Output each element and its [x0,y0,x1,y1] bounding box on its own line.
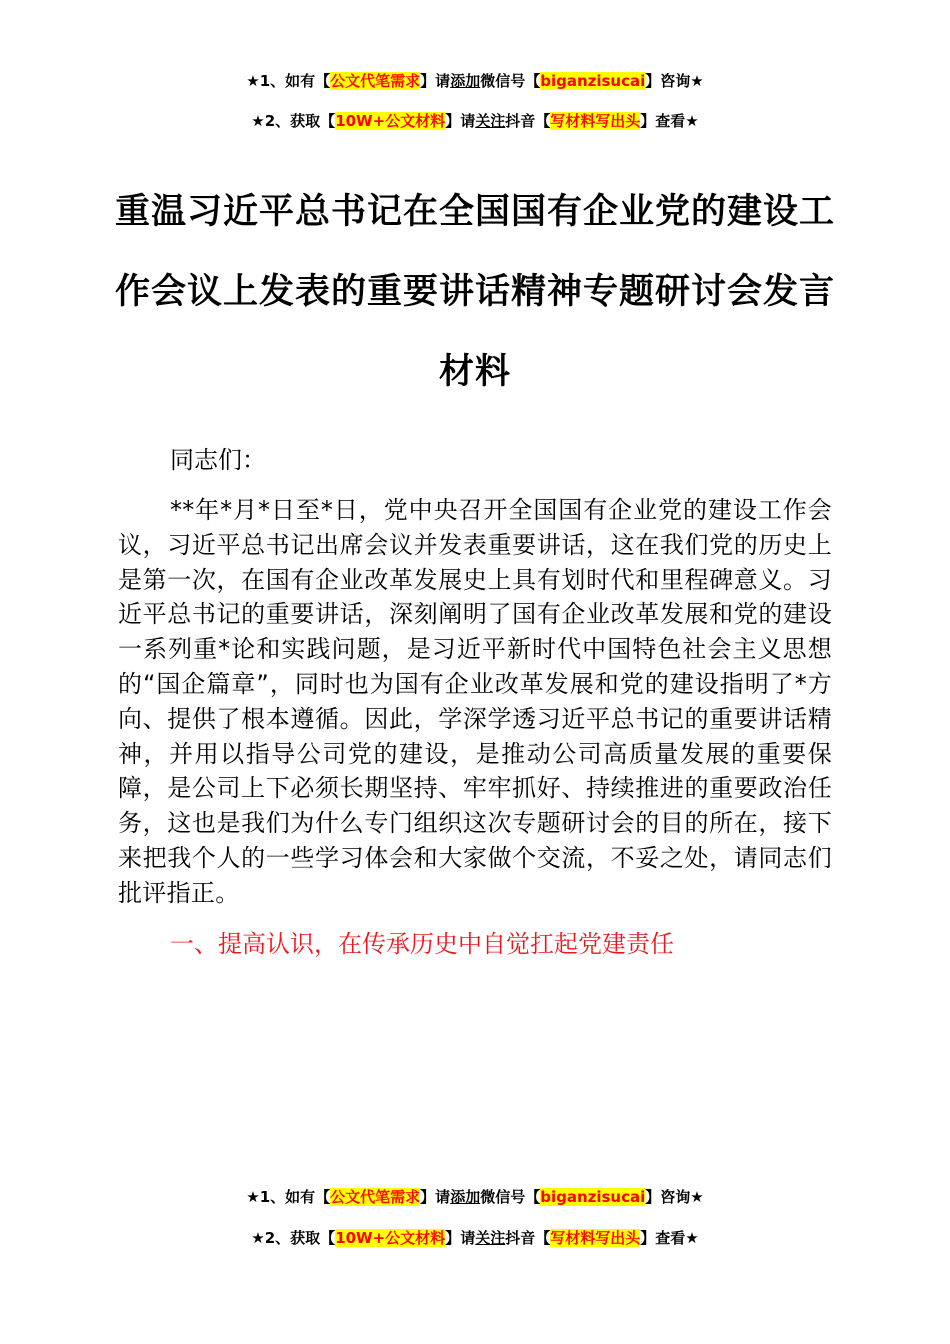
bottom-banner-line-1 [0,1186,950,1208]
banner-text: 】请 [445,1229,476,1247]
banner-text: 】请 [445,112,476,130]
banner-text: 】请 [420,72,451,90]
banner-text: ★1、如有【 [246,1188,331,1206]
banner-text: 】查看★ [640,112,699,130]
wechat-id-highlight: biganzisucai [540,72,646,90]
banner-text: ★2、获取【 [251,112,336,130]
bottom-banner-line-2 [0,1227,950,1249]
banner-highlight: 公文代笔需求 [330,1188,421,1206]
banner-text: 】咨询★ [645,1188,704,1206]
banner-text: 抖音【 [505,1229,551,1247]
wechat-id-highlight: biganzisucai [540,1188,646,1206]
section-heading: 一、提高认识，在传承历史中自觉扛起党建责任 [170,930,674,958]
top-banner-line-2 [0,110,950,132]
banner-text: 微信号【 [480,1188,541,1206]
banner-underline: 添加 [450,1188,481,1206]
banner-text: ★2、获取【 [251,1229,336,1247]
banner-text: 抖音【 [505,112,551,130]
document-title: 重温习近平总书记在全国国有企业党的建设工作会议上发表的重要讲话精神专题研讨会发言材料 [114,192,835,392]
banner-text: 】咨询★ [645,72,704,90]
body-paragraph: **年*月*日至*日，党中央召开全国国有企业党的建设工作会议，习近平总书记出席会议并发表重要讲话，这在我们党的历史上是第一次，在国有企业改革发展史上具有划时代和里程碑意义。习近平总书记的重要讲话，深刻阐明了国有企业改革发展和党的建设一系列重*论和实践问题，是习近平新时代中国特色社会主义思想的“国企篇章”，同时也为国有企业改革发展和党的建设指明了*方向、提供了根本遵循。因此，学深学透习近平总书记的重要讲话精神，并用以指导公司党的建设，是推动公司高质量发展的重要保障，是公司上下必须长期坚持、牢牢抓好、持续推进的重要政治任务，这也是我们为什么专门组织这次专题研讨会的目的所在，接下来把我个人的一些学习体会和大家做个交流，不妥之处，请同志们批评指正。 [118,496,832,907]
banner-highlight: 10W+公文材料 [335,112,446,130]
greeting: 同志们： [170,446,266,474]
douyin-id-highlight: 写材料写出头 [550,1229,641,1247]
banner-text: 】请 [420,1188,451,1206]
banner-highlight: 公文代笔需求 [330,72,421,90]
banner-text: 微信号【 [480,72,541,90]
top-banner-line-1 [0,70,950,92]
banner-underline: 关注 [475,1229,506,1247]
banner-highlight: 10W+公文材料 [335,1229,446,1247]
banner-underline: 添加 [450,72,481,90]
banner-text: 】查看★ [640,1229,699,1247]
banner-text: ★1、如有【 [246,72,331,90]
douyin-id-highlight: 写材料写出头 [550,112,641,130]
banner-underline: 关注 [475,112,506,130]
